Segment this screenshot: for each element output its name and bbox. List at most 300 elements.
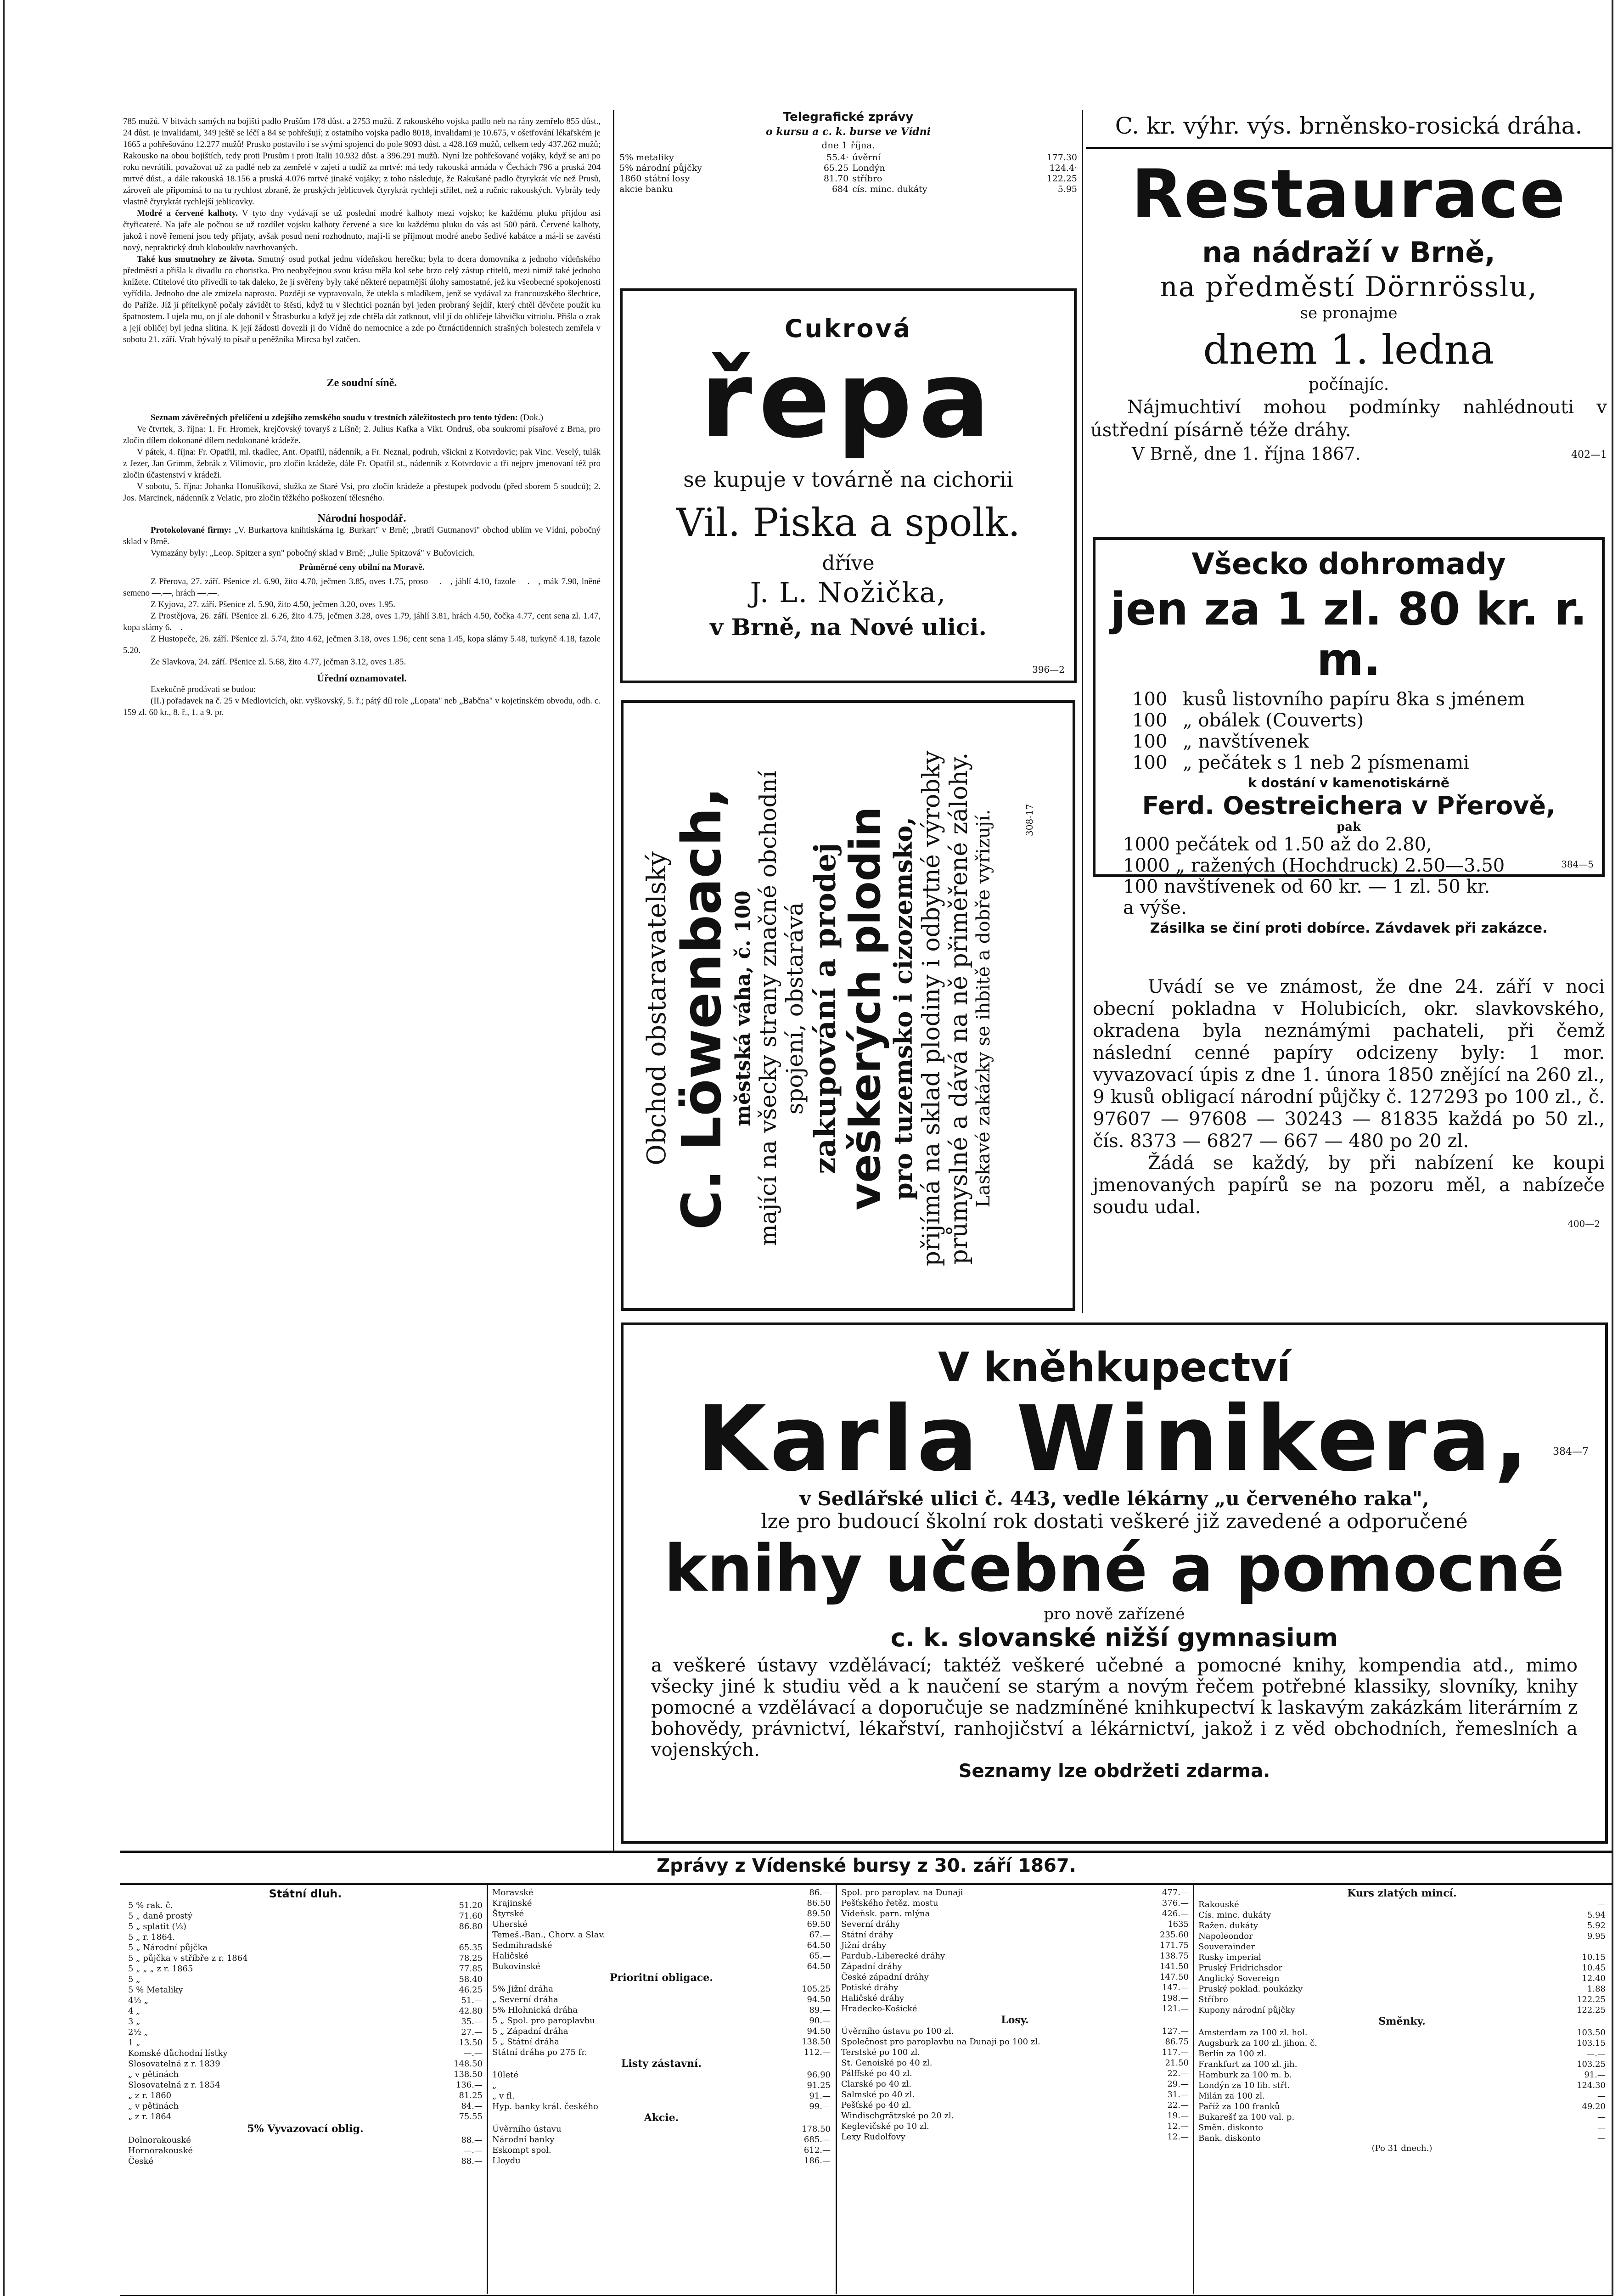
telegraph-row <box>618 163 1079 174</box>
bourse-row <box>126 2135 484 2145</box>
ad-lowenbach <box>621 700 1075 1311</box>
bourse-row <box>839 2068 1191 2079</box>
price-paragraph: Z Kyjova, 27. září. Pšenice zl. 5.90, žito 4.50, ječmen 3.20, oves 1.95. <box>151 600 395 609</box>
bourse-value: 612.— <box>803 2145 831 2155</box>
bourse-col1-heading: Státní dluh. <box>269 1887 342 1900</box>
bourse-label: Augsburk za 100 zl. jihon. č. <box>1198 2038 1318 2048</box>
bourse-value: 22.— <box>1167 2069 1189 2078</box>
bourse-row <box>490 1898 832 1908</box>
bourse-value: 91.25 <box>807 2081 831 2090</box>
bourse-label: Pešťského řetěz. mostu <box>841 1898 938 1908</box>
bourse-row <box>126 1911 484 1921</box>
bourse-row <box>1197 2070 1607 2080</box>
court-subtitle: Seznam závěrečných přelíčení u zdejšího zemského soudu v trestních záležitostech pro tento týden: <box>151 413 518 422</box>
bourse-row <box>126 1964 484 1974</box>
bourse-row <box>126 2111 484 2122</box>
bourse-label: České <box>128 2156 154 2166</box>
restaurace-code: 402—1 <box>1571 449 1607 461</box>
bourse-label: Potiské dráhy <box>841 1983 899 1992</box>
column-divider-2 <box>1082 110 1083 1313</box>
bourse-value: 12.— <box>1167 2132 1189 2142</box>
bourse-value: 1.88 <box>1587 1984 1606 1994</box>
bourse-divider-2 <box>836 1885 837 2294</box>
bourse-row <box>1197 1973 1607 1984</box>
blue-red-trousers-title: Modré a červené kalhoty. <box>137 208 238 218</box>
bourse-value: 141.50 <box>1160 1962 1189 1971</box>
page-left-edge <box>3 0 5 2296</box>
official-title: Úřední oznamovatel. <box>317 672 407 684</box>
notice-code: 400—2 <box>1567 1218 1600 1229</box>
bourse-label: Uherské <box>492 1919 528 1929</box>
bourse-label: Komské důchodní lístky <box>128 2048 228 2058</box>
telegraph-left-label: 1860 státní losy <box>619 174 690 184</box>
bourse-label: Dolnorakouské <box>128 2135 191 2145</box>
bourse-label: Spol. pro paroplav. na Dunaji <box>841 1888 963 1897</box>
ad-sugar-beet <box>620 288 1077 683</box>
bourse-value: 90.— <box>809 2016 831 2026</box>
bourse-value: 81.25 <box>459 2091 483 2100</box>
bourse-value: 147.50 <box>1160 1972 1189 1982</box>
bourse-title-rule <box>120 1883 1612 1885</box>
bourse-value: 67.— <box>809 1930 831 1940</box>
court-paragraph: Ve čtvrtek, 3. října: 1. Fr. Hromek, krejčovský tovaryš z Líšně; 2. Julius Kafka a Vikt. Ondruš, oba soukromí písařové z Brna, pro zločin dílem dokonané dílem nedokonané krádeže. <box>123 424 601 445</box>
telegraph-right-label: Londýn <box>852 163 885 173</box>
winiker-line5: c. k. slovanské nižší gymnasium <box>890 1623 1338 1652</box>
bourse-label: 5% Jižní dráha <box>492 1984 553 1994</box>
winiker-name: Karla Winikera, <box>697 1387 1532 1491</box>
bourse-value: —.— <box>463 2048 483 2058</box>
bourse-value: 376.— <box>1162 1898 1189 1908</box>
bourse-value: 112.— <box>803 2048 831 2057</box>
bourse-value: 9.95 <box>1587 1931 1606 1941</box>
bourse-value: 89.— <box>809 2005 831 2015</box>
bourse-row <box>839 2121 1191 2132</box>
bourse-row <box>1197 2133 1607 2144</box>
court-title: Ze soudní síně. <box>326 377 397 389</box>
bourse-row <box>490 1908 832 1919</box>
bourse-row <box>490 2037 832 2047</box>
bourse-row <box>126 2156 484 2167</box>
bourse-value: 147.— <box>1162 1983 1189 1992</box>
bourse-label: Temeš.-Ban., Chorv. a Slav. <box>492 1930 606 1940</box>
bourse-label: Pruský Fridrichsdor <box>1198 1963 1282 1973</box>
bourse-row <box>490 2080 832 2091</box>
bourse-value: 1635 <box>1168 1919 1189 1929</box>
firms-heading: Protokolované firmy: <box>151 525 231 535</box>
bourse-label: Haličské <box>492 1951 528 1961</box>
bourse-col2-heading: Prioritní obligace. <box>610 1972 713 1984</box>
bourse-value: 99.— <box>809 2102 831 2111</box>
bourse-value: 75.55 <box>459 2112 483 2122</box>
bourse-value: 86.75 <box>1165 2037 1189 2047</box>
bourse-label: St. Genoiské po 40 zl. <box>841 2058 933 2068</box>
telegraph-right-value: 177.30 <box>1046 152 1077 163</box>
bourse-row <box>490 1951 832 1961</box>
bourse-value: 69.50 <box>807 1919 831 1929</box>
bourse-value: 64.50 <box>807 1941 831 1950</box>
bourse-label: 2½ „ <box>128 2027 148 2037</box>
bourse-label: Státní dráha po 275 fr. <box>492 2048 587 2057</box>
bourse-row <box>1197 2122 1607 2133</box>
bourse-value: 103.15 <box>1577 2038 1606 2048</box>
telegraph-date: dne 1 října. <box>821 140 875 151</box>
bourse-row <box>839 2089 1191 2100</box>
bourse-row <box>126 1942 484 1953</box>
bourse-value: 122.25 <box>1577 1995 1606 2004</box>
vsecko-item-text: „ obálek (Couverts) <box>1183 710 1364 731</box>
bourse-label: Ražen. dukáty <box>1198 1921 1258 1930</box>
bourse-row <box>1197 2048 1607 2059</box>
bourse-label: Keglevičské po 10 zl. <box>841 2122 929 2131</box>
vsecko-item <box>1132 710 1602 731</box>
bourse-value: 5.94 <box>1587 1910 1606 1920</box>
winiker-last: Seznamy lze obdržeti zdarma. <box>958 1761 1270 1782</box>
restaurace-suburb: na předměstí Dörnrösslu, <box>1160 271 1538 303</box>
bourse-label: Sedmihradské <box>492 1941 552 1950</box>
bourse-label: Úvěrního ústavu po 100 zl. <box>841 2026 954 2036</box>
bourse-label: 5 „ „ „ z r. 1865 <box>128 1964 193 1974</box>
winiker-line3: lze pro budoucí školní rok dostati veškeré již zavedené a odporučené <box>761 1510 1468 1533</box>
bourse-row <box>126 2080 484 2090</box>
telegraph-row <box>618 152 1079 163</box>
restaurace-headline: Restaurace <box>1131 155 1566 233</box>
bourse-row <box>126 1921 484 1932</box>
vsecko-price-line: 100 navštívenek od 60 kr. — 1 zl. 50 kr. <box>1123 876 1490 897</box>
bourse-row <box>839 1919 1191 1930</box>
bourse-label: Hornorakouské <box>128 2146 193 2155</box>
vsecko-k-dostani: k dostání v kamenotiskárně <box>1248 775 1449 790</box>
bourse-label: Londýn za 10 lib. střl. <box>1198 2081 1290 2090</box>
bourse-row <box>126 1995 484 2006</box>
bourse-value: 235.60 <box>1160 1930 1189 1940</box>
bourse-row <box>126 2006 484 2016</box>
bourse-row <box>126 1900 484 1911</box>
bourse-label: Jižní dráhy <box>841 1941 887 1950</box>
bourse-row <box>490 2124 832 2134</box>
bourse-value: 71.60 <box>459 1911 483 1921</box>
bourse-row <box>490 2091 832 2101</box>
bourse-value: 121.— <box>1162 2004 1189 2014</box>
bourse-row <box>490 2015 832 2026</box>
vsecko-item-qty: 100 <box>1132 752 1168 773</box>
telegraph-table <box>618 152 1079 195</box>
lowenbach-line7: veškerých plodin <box>841 806 890 1210</box>
bourse-label: 5% Hlohnická dráha <box>492 2005 578 2015</box>
bourse-row <box>490 2134 832 2145</box>
price-paragraph: Z Přerova, 27. září. Pšenice zl. 6.90, žito 4.70, ječmen 3.85, oves 1.75, proso —.—, jáhlí 4.10, fazole —.—, mák 7.90, lněné semeno —.—, hrách —.—. <box>123 577 601 598</box>
bourse-label: 5 % rak. č. <box>128 1901 173 1910</box>
price-paragraph: Ze Slavkova, 24. září. Pšenice zl. 5.68, žito 4.77, ječman 3.12, oves 1.85. <box>151 657 406 667</box>
bourse-row <box>1197 2038 1607 2048</box>
bourse-row <box>839 1961 1191 1972</box>
bourse-row <box>839 2003 1191 2014</box>
bourse-value: —.— <box>1586 2049 1606 2059</box>
bourse-label: Clarské po 40 zl. <box>841 2079 912 2089</box>
bourse-value: 198.— <box>1162 1993 1189 2003</box>
bourse-value: 94.50 <box>807 2026 831 2036</box>
bourse-value: 89.50 <box>807 1909 831 1919</box>
bourse-col3-heading: Losy. <box>1001 2014 1029 2026</box>
bourse-value: 103.50 <box>1577 2028 1606 2037</box>
economy-title: Národní hospodář. <box>317 512 406 524</box>
bourse-row <box>126 2027 484 2037</box>
court-paragraph: V sobotu, 5. října: Johanka Honušíková, služka ze Staré Vsi, pro zločin krádeže a přestupek podvodu (před sborem 5 soudců); 2. Jos. Marcinek, nádenník z Velatic, pro zločin těžkého poškození tělesného. <box>123 482 601 503</box>
bourse-label: Pruský poklad. poukázky <box>1198 1984 1303 1994</box>
vsecko-item <box>1132 731 1602 752</box>
bourse-label: 1 „ <box>128 2038 140 2048</box>
ad-restaurace <box>1086 113 1612 517</box>
bourse-value: 88.— <box>461 2135 483 2145</box>
bourse-row <box>1197 2080 1607 2091</box>
bourse-row <box>1197 1952 1607 1963</box>
bourse-label: Rakouské <box>1198 1900 1239 1909</box>
bourse-row <box>839 2110 1191 2121</box>
bourse-col4-heading2: Směnky. <box>1378 2015 1426 2027</box>
bourse-value: 96.90 <box>807 2070 831 2080</box>
bourse-row <box>839 1930 1191 1940</box>
bourse-row <box>839 1887 1191 1898</box>
bourse-row <box>126 1985 484 1995</box>
bourse-label: Krajinské <box>492 1898 532 1908</box>
bourse-row <box>490 2047 832 2058</box>
bourse-row <box>839 1993 1191 2003</box>
vsecko-item-qty: 100 <box>1132 689 1168 710</box>
bourse-label: Slosovatelná z r. 1854 <box>128 2080 220 2090</box>
winiker-address: v Sedlářské ulici č. 443, vedle lékárny „u červeného raka", <box>799 1487 1429 1510</box>
bourse-label: Napoleondor <box>1198 1931 1253 1941</box>
blue-red-trousers-text: V tyto dny vydávají se už poslední modré kalhoty mezi vojsko; ke každému pluku přijdou asi čtyřicateré. Na jaře ale počnou se už rozdílet vojsku kalhoty červené a sice ku každému pluku do vás asi 500 párů. Červené kalhoty, jakož i nově řemení jsou tedy přijaty, avšak posud není rozhodnuto, mají-li se přijmout modré anebo šedivé kabátce a má-li se zavésti nový, nepraktický druh kloboukův navrhovaných. <box>123 208 601 253</box>
bourse-row <box>126 1953 484 1964</box>
bourse-label: 5 „ splatit (⅓) <box>128 1922 186 1931</box>
bourse-value: 51.— <box>461 1996 483 2005</box>
bourse-row <box>1197 2059 1607 2070</box>
bourse-label: České západní dráhy <box>841 1972 929 1982</box>
bourse-title: Zprávy z Vídenské bursy z 30. září 1867. <box>657 1855 1076 1876</box>
bourse-value: 136.— <box>455 2080 483 2090</box>
vsecko-price-line: 1000 „ ražených (Hochdruck) 2.50—3.50 <box>1123 855 1505 876</box>
bourse-label: 10leté <box>492 2070 519 2080</box>
bourse-row <box>490 2145 832 2155</box>
telegraph-row <box>618 174 1079 184</box>
vsecko-item-qty: 100 <box>1132 710 1168 731</box>
restaurace-text: Nájmuchtiví mohou podmínky nahlédnouti v ústřední písárně téže dráhy. <box>1090 397 1607 441</box>
bourse-label: Štyrské <box>492 1909 524 1919</box>
vsecko-price-line: 1000 pečátek od 1.50 až do 2.80, <box>1123 834 1432 855</box>
bourse-row <box>1197 1920 1607 1931</box>
bourse-col2 <box>490 1887 832 2294</box>
bourse-value: 103.25 <box>1577 2060 1606 2069</box>
lowenbach-line3: městská váha, č. 100 <box>731 890 755 1126</box>
ad-repa-headline: řepa <box>700 339 997 461</box>
restaurace-place: na nádraží v Brně, <box>1202 236 1495 269</box>
bourse-label: 5 „ Západní dráha <box>492 2026 568 2036</box>
bourse-label: Vídeňsk. parn. mlýna <box>841 1909 930 1919</box>
telegraph-right-label: stříbro <box>852 174 882 184</box>
misery-title: Také kus smutnohry ze života. <box>137 254 255 264</box>
telegraph-left-value: 65.25 <box>823 163 849 173</box>
bourse-row <box>839 2079 1191 2089</box>
ad-repa-formerly: dříve <box>822 551 875 575</box>
bourse-row <box>126 2069 484 2080</box>
bourse-row <box>126 2016 484 2027</box>
bourse-value: 148.50 <box>454 2059 483 2069</box>
bourse-label: Windischgrätzské po 20 zl. <box>841 2111 954 2121</box>
bourse-value: 78.25 <box>459 1953 483 1963</box>
bourse-divider-1 <box>487 1885 488 2294</box>
bourse-label: 4½ „ <box>128 1996 148 2005</box>
bourse-value: 58.40 <box>459 1975 483 1984</box>
telegraph-right-value: 122.25 <box>1046 174 1077 184</box>
vsecko-pak: pak <box>1336 820 1361 834</box>
bourse-value: — <box>1597 2123 1606 2133</box>
bourse-label: Bukarešť za 100 val. p. <box>1198 2112 1295 2122</box>
bourse-divider-3 <box>1193 1885 1194 2294</box>
bourse-label: Kupony národní půjčky <box>1198 2005 1295 2015</box>
bourse-row <box>1197 2112 1607 2122</box>
lowenbach-line1: Obchod obstaravatelský <box>642 851 672 1165</box>
bourse-row <box>1197 1963 1607 1973</box>
lowenbach-line8: pro tuzemsko i cizozemsko, <box>888 816 918 1200</box>
bourse-label: „ Severní dráha <box>492 1995 558 2004</box>
bourse-col4-note: (Po 31 dnech.) <box>1371 2144 1433 2153</box>
ad-repa-line1: se kupuje v továrně na cichorii <box>683 467 1013 492</box>
bourse-label: Hyp. banky král. českého <box>492 2102 598 2111</box>
bourse-label: 5 „ Národní půjčka <box>128 1943 208 1953</box>
bourse-col4 <box>1197 1887 1607 2294</box>
bourse-value: 186.— <box>803 2156 831 2166</box>
intro-paragraph: 785 mužů. V bitvách samých na bojišti padlo Prušům 178 důst. a 2753 mužů. Z rakouského vojska padlo neb na rány zemřelo 855 důst., 24 důst. je invalidami, 349 ještě se léčí a 84 se pohřešují; z ostatního vojska padlo 8018, invalidami je 10.675, v ošetřování lékařském je 1665 a pohřešováno 12.277 mužů! Prusko postavilo i se svými spojenci do pole 9093 důst. a 428.169 mužů, celkem tedy 437.262 mužů; Rakousko na obou bojištích, tedy proti Prusům i proti Italii 10.932 důst. a 396.291 mužů. Nyní lze pohřešované vojáky, když se ani po roku nevrátili, považovat už za padlé neb za zemřelé v zajetí a tudíž za mrtvé: má tedy rakouská armáda v Čechách 796 a pruská 204 mrtvé důst., a dále rakouská 18.156 a pruská 4.076 mrtvé jinaké vojáky; z toho následuje, že Rakušané padlo čtyrykrát víc než Prusů, zároveň ale připomíná to na tu rychlost zbraně, že pruských jeblicovek čtyrykrát rychleji střílet, než a ručnic rakouských. Vybrály tedy vlastně čtyrykrát rychlejší jeblicovky. <box>123 117 601 207</box>
telegraph-left-label: 5% národní půjčky <box>619 163 702 173</box>
bourse-label: Cís. minc. dukáty <box>1198 1910 1271 1920</box>
bourse-row <box>839 2132 1191 2142</box>
telegraph-right-label: úvěrní <box>852 152 881 163</box>
bourse-value: 65.— <box>809 1951 831 1961</box>
bourse-row <box>490 1930 832 1940</box>
bourse-label: Souverainder <box>1198 1942 1255 1952</box>
vsecko-item-qty: 100 <box>1132 731 1168 752</box>
bourse-row <box>490 2070 832 2080</box>
bourse-value: 21.50 <box>1165 2058 1189 2068</box>
lowenbach-line10: průmyslné a dává na ně přiměřené zálohy. <box>945 752 973 1265</box>
bourse-value <box>410 1932 484 1942</box>
court-subtitle-tag: (Dok.) <box>520 413 543 422</box>
official-subtitle: Exekučně prodávati se budou: <box>151 685 256 694</box>
bourse-value: 29.— <box>1167 2079 1189 2089</box>
bourse-label: Společnost pro paroplavbu na Dunaji po 100 zl. <box>841 2037 1040 2047</box>
bourse-label: Severní dráhy <box>841 1919 900 1929</box>
bourse-label: Moravské <box>492 1888 534 1897</box>
lowenbach-line5: spojení, obstarává <box>781 902 808 1115</box>
bourse-label: 5 „ Státní dráha <box>492 2037 560 2047</box>
bourse-label: Amsterdam za 100 zl. hol. <box>1198 2028 1308 2037</box>
telegraph-row <box>618 184 1079 195</box>
bourse-row <box>839 1972 1191 1982</box>
telegraph-left-label: 5% metaliky <box>619 152 674 163</box>
column-divider-1 <box>613 110 614 1851</box>
bourse-row <box>490 1919 832 1930</box>
bourse-value: 94.50 <box>807 1995 831 2004</box>
restaurace-lease: se pronajme <box>1300 304 1398 322</box>
bourse-label: Lexy Rudolfovy <box>841 2132 905 2142</box>
bourse-label: Stříbro <box>1198 1995 1228 2004</box>
bourse-value: 46.25 <box>459 1985 483 1995</box>
bourse-label: Bukovinské <box>492 1962 540 1971</box>
bourse-value: 86.— <box>809 1888 831 1897</box>
bourse-label: Rusky imperial <box>1198 1953 1262 1962</box>
bourse-row <box>490 1961 832 1972</box>
bourse-row <box>490 1940 832 1951</box>
bourse-value: 19.— <box>1167 2111 1189 2121</box>
bourse-label: Pešťské po 40 zl. <box>841 2100 911 2110</box>
bourse-label: Pálffské po 40 zl. <box>841 2069 912 2078</box>
bourse-row <box>839 1908 1191 1919</box>
bourse-value: —.— <box>463 2146 483 2155</box>
bourse-label: Paříž za 100 franků <box>1198 2102 1280 2111</box>
ad-repa-address: v Brně, na Nové ulici. <box>710 613 987 641</box>
ad-repa-code: 396—2 <box>1032 664 1065 675</box>
bourse-value: 12.40 <box>1582 1974 1606 1983</box>
bourse-label: „ v pětinách <box>128 2101 179 2111</box>
bourse-col1 <box>126 1887 484 2294</box>
bourse-value: 178.50 <box>802 2124 831 2134</box>
bourse-label: Úvěrního ústavu <box>492 2124 562 2134</box>
vsecko-price: jen za 1 zl. 80 kr. r. m. <box>1110 583 1587 686</box>
bourse-value: 127.— <box>1162 2026 1189 2036</box>
bourse-value: 138.50 <box>454 2070 483 2079</box>
vsecko-code: 384—5 <box>1561 859 1594 870</box>
bourse-label: 5 „ půjčka v stříbře z r. 1864 <box>128 1953 248 1963</box>
bourse-row <box>1197 1994 1607 2005</box>
bourse-row <box>126 2037 484 2048</box>
bourse-value <box>1512 1941 1607 1952</box>
bourse-row <box>839 2026 1191 2037</box>
bourse-value: 117.— <box>1162 2048 1189 2057</box>
lowenbach-line4: mající na všecky strany značné obchodní <box>755 771 781 1246</box>
bourse-value: 88.— <box>461 2156 483 2166</box>
bourse-value: 31.— <box>1167 2090 1189 2099</box>
bourse-value: 86.50 <box>807 1898 831 1908</box>
bourse-row <box>126 1932 484 1942</box>
bourse-row <box>839 2047 1191 2058</box>
bourse-row <box>839 2058 1191 2068</box>
bourse-row <box>126 1974 484 1985</box>
left-column <box>123 116 601 1851</box>
lowenbach-line6: zakupování a prodej <box>808 843 843 1174</box>
official-text: (II.) pořadavek na č. 25 v Medlovicích, okr. vyškovský, 5. ř.; pátý díl role „Lopata" neb „Babčna" v kojetínském obvodu, odh. c. 159 zl. 60 kr., 8. ř., 1. a 9. pr. <box>123 696 601 717</box>
telegraph-left-value: 684 <box>831 184 849 194</box>
winiker-headline: knihy učebné a pomocné <box>664 1531 1565 1606</box>
telegraph-title: Telegrafické zprávy <box>783 110 914 124</box>
restaurace-sign: V Brně, dne 1. října 1867. <box>1132 444 1361 464</box>
vsecko-headline: Všecko dohromady <box>1191 547 1506 581</box>
ad-repa-company: Vil. Piska a spolk. <box>676 500 1021 545</box>
lowenbach-line11: Laskavé zakázky se ihbitě a dobře vyřizují. <box>973 809 994 1208</box>
bourse-value: 86.80 <box>459 1922 483 1931</box>
bourse-label: Salmské po 40 zl. <box>841 2090 915 2099</box>
notice-lost-papers <box>1093 884 1605 1306</box>
bourse-value: 51.20 <box>459 1901 483 1910</box>
telegraph-subtitle: o kursu a c. k. burse ve Vídni <box>765 126 931 138</box>
page-right-edge <box>1612 0 1613 2296</box>
bourse-value: 65.35 <box>459 1943 483 1953</box>
vsecko-item-text: „ pečátek s 1 neb 2 písmenami <box>1183 752 1469 773</box>
bourse-label: 5 % Metaliky <box>128 1985 183 1995</box>
bourse-label: Hradecko-Košické <box>841 2004 917 2014</box>
bourse-row <box>1197 2091 1607 2101</box>
bourse-value: 49.20 <box>1582 2102 1606 2111</box>
bourse-row <box>1197 2027 1607 2038</box>
bourse-value: 426.— <box>1162 1909 1189 1919</box>
